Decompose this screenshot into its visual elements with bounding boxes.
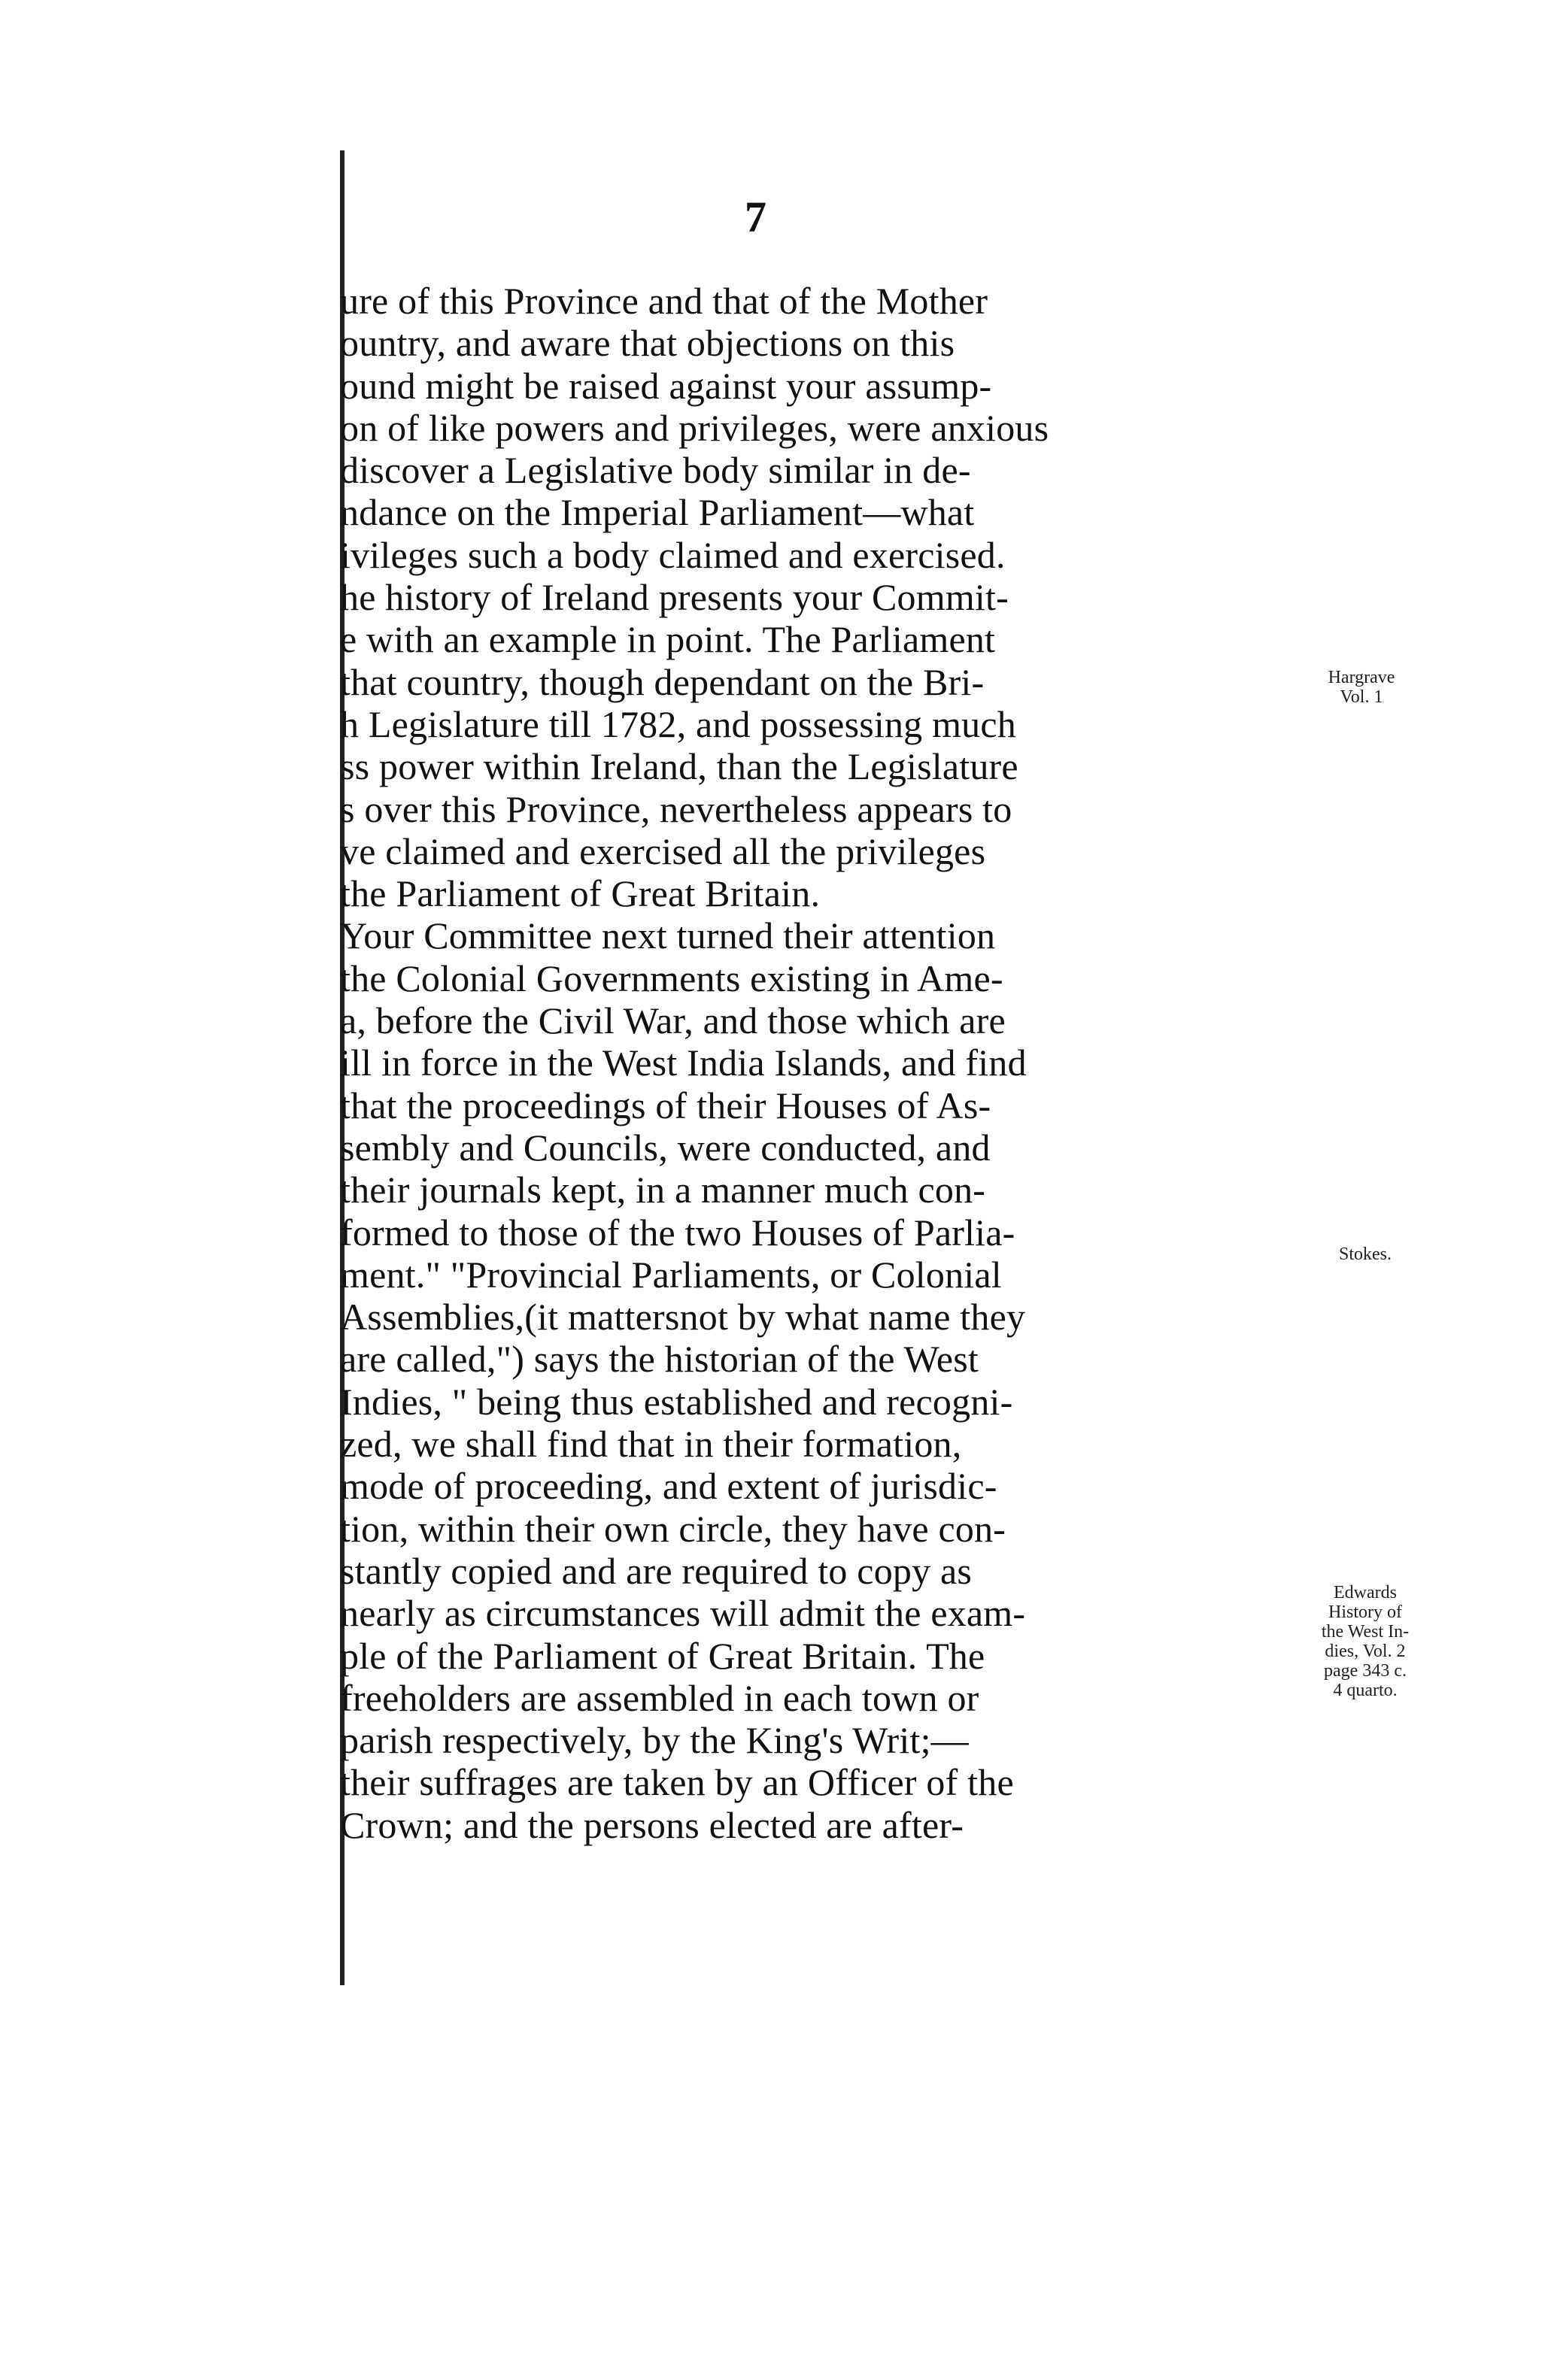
sidenote-line: Hargrave	[1328, 668, 1395, 687]
sidenote-line: page 343 c.	[1324, 1661, 1407, 1681]
text-line: ill in force in the West India Islands, and find	[340, 1041, 1027, 1084]
text-line: ndance on the Imperial Parliament—what	[340, 491, 975, 534]
sidenote-line: the West In-	[1321, 1622, 1410, 1642]
sidenote-line: Stokes.	[1338, 1245, 1392, 1264]
text-line: their journals kept, in a manner much con-	[340, 1169, 986, 1211]
text-line: ss power within Ireland, than the Legislature	[340, 745, 1018, 788]
text-line: nearly as circumstances will admit the exam-	[340, 1592, 1026, 1635]
text-line: s over this Province, nevertheless appears to	[340, 787, 1012, 830]
text-line: that country, though dependant on the Bri-	[340, 660, 985, 703]
text-line: ve claimed and exercised all the privileges	[340, 829, 986, 872]
text-line: mode of proceeding, and extent of jurisdic-	[340, 1465, 997, 1508]
text-line: on of like powers and privileges, were anxious	[340, 406, 1049, 449]
text-line: Indies, " being thus established and recogni-	[340, 1380, 1013, 1423]
sidenote-line: Vol. 1	[1340, 687, 1383, 707]
text-line: stantly copied and are required to copy as	[340, 1549, 973, 1592]
text-line: are called,") says the historian of the West	[340, 1338, 979, 1381]
sidenote-line: Edwards	[1334, 1583, 1397, 1602]
text-line: that the proceedings of their Houses of As-	[340, 1084, 991, 1126]
sidenote-line: 4 quarto.	[1333, 1681, 1398, 1700]
text-line: ountry, and aware that objections on this	[340, 322, 955, 365]
text-line: ivileges such a body claimed and exercised.	[340, 533, 1006, 576]
text-line: Assemblies,(it mattersnot by what name they	[340, 1296, 1026, 1339]
text-line: ound might be raised against your assump-	[340, 364, 992, 407]
text-line: e with an example in point. The Parliament	[340, 618, 996, 661]
text-line: ple of the Parliament of Great Britain. The	[340, 1634, 985, 1677]
text-line: parish respectively, by the King's Writ;—	[340, 1719, 969, 1762]
text-line: h Legislature till 1782, and possessing much	[340, 702, 1016, 745]
text-line: ment." "Provincial Parliaments, or Colonial	[340, 1253, 1002, 1296]
text-line: he history of Ireland presents your Commit-	[340, 576, 1009, 619]
text-line: discover a Legislative body similar in de-	[340, 449, 971, 492]
text-line: ure of this Province and that of the Mother	[340, 280, 988, 322]
sidenote-line: History of	[1328, 1602, 1402, 1622]
text-line: zed, we shall find that in their formation,	[340, 1423, 962, 1466]
page-number: 7	[745, 193, 766, 241]
text-line: the Parliament of Great Britain.	[340, 872, 821, 915]
text-line: sembly and Councils, were conducted, and	[340, 1126, 991, 1169]
sidenote-line: dies, Vol. 2	[1325, 1642, 1406, 1661]
text-line: Crown; and the persons elected are after-	[340, 1803, 964, 1846]
text-line: tion, within their own circle, they have con-	[340, 1507, 1006, 1550]
sidenote-hargrave	[1282, 668, 1440, 707]
text-line: their suffrages are taken by an Officer of the	[340, 1761, 1014, 1804]
body-text	[340, 280, 1280, 1846]
text-line: formed to those of the two Houses of Parlia-	[340, 1211, 1015, 1254]
text-line: a, before the Civil War, and those which are	[340, 999, 1006, 1042]
sidenote-edwards	[1279, 1583, 1452, 1700]
text-line: Your Committee next turned their attention	[340, 914, 996, 957]
text-line: freeholders are assembled in each town or	[340, 1676, 979, 1719]
text-line: the Colonial Governments existing in Ame-	[340, 957, 1003, 999]
sidenote-stokes	[1290, 1245, 1440, 1264]
